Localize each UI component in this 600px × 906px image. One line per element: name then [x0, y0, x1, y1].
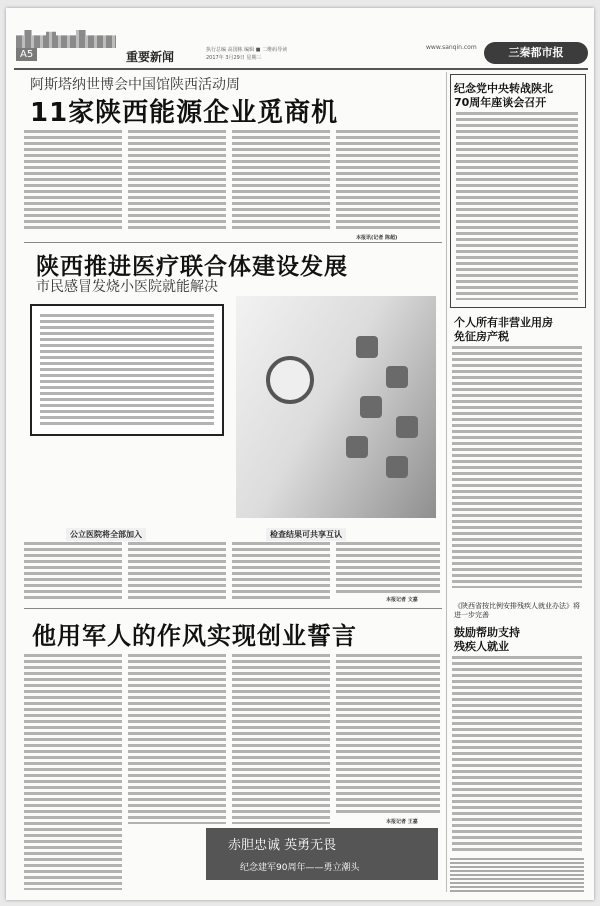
right-story2-text	[452, 346, 582, 588]
right-story1-text	[456, 112, 578, 300]
story2-intro-box	[30, 304, 224, 436]
banner-slogan: 赤胆忠诚 英勇无畏	[228, 838, 337, 853]
right-h1-line1: 纪念党中央转战陕北	[454, 82, 553, 95]
story1-column-2	[128, 130, 226, 230]
story1-byline: 本报讯(记者 陈超)	[356, 235, 398, 241]
story1-column-4	[336, 130, 440, 230]
story2-section-b: 检查结果可共享互认	[266, 528, 346, 541]
app-icon	[346, 436, 368, 458]
app-icon	[386, 366, 408, 388]
story1-column-3	[232, 130, 330, 230]
website[interactable]: www.sanqin.com	[426, 44, 477, 51]
section-title: 重要新闻	[126, 50, 175, 64]
story2-column-3	[232, 542, 330, 602]
story3-column-1	[24, 654, 122, 890]
page-footer	[450, 858, 584, 892]
editor-line: 执行总编 高国栋 编辑 ■ 二维码导读	[206, 47, 288, 53]
right-h3-kicker: 《陕西省按比例安排残疾人就业办法》将进一步完善	[454, 602, 580, 619]
divider	[24, 608, 442, 609]
story1-kicker: 阿斯塔纳世博会中国馆陕西活动周	[30, 77, 240, 93]
page-number: A5	[16, 48, 37, 61]
right-h3-line2: 残疾人就业	[454, 640, 509, 653]
story2-section-a: 公立医院将全部加入	[66, 528, 146, 541]
story2-column-4	[336, 542, 440, 594]
newspaper-page	[6, 8, 594, 900]
story3-column-4	[336, 654, 440, 814]
story3-column-2	[128, 654, 226, 824]
story1-column-1	[24, 130, 122, 230]
right-story3-text	[452, 656, 582, 852]
app-icon	[396, 416, 418, 438]
masthead	[6, 8, 594, 66]
story3-headline: 他用军人的作风实现创业誓言	[32, 622, 357, 650]
great-wall-icon	[16, 30, 116, 48]
masthead-rule	[14, 68, 588, 70]
date-line: 2017年 3月29日 星期三	[206, 55, 262, 61]
story2-byline: 本报记者 文嘉	[386, 597, 418, 603]
story3-column-3	[232, 654, 330, 824]
editor-info	[206, 46, 287, 62]
story3-byline: 本报记者 王嘉	[386, 819, 418, 825]
app-icon	[356, 336, 378, 358]
right-h2-line2: 免征房产税	[454, 330, 509, 343]
newspaper-logo: 三秦都市报	[484, 42, 588, 64]
banner-subtitle: 纪念建军90周年——勇立潮头	[240, 863, 360, 873]
anniversary-banner	[206, 828, 438, 880]
intro-text	[40, 314, 214, 426]
right-h2-line1: 个人所有非营业用房	[454, 316, 553, 329]
column-divider	[446, 72, 447, 892]
stethoscope-icon	[266, 356, 314, 404]
story2-subhead: 市民感冒发烧小医院就能解决	[36, 279, 218, 295]
medical-photo	[236, 296, 436, 518]
app-icon	[360, 396, 382, 418]
divider	[24, 242, 442, 243]
story2-column-2	[128, 542, 226, 602]
right-h3-line1: 鼓励帮助支持	[454, 626, 520, 639]
story1-headline: 11家陕西能源企业觅商机	[30, 98, 339, 128]
app-icon	[386, 456, 408, 478]
right-h1-line2: 70周年座谈会召开	[454, 96, 547, 109]
story2-column-1	[24, 542, 122, 602]
story2-headline: 陕西推进医疗联合体建设发展	[36, 254, 348, 280]
